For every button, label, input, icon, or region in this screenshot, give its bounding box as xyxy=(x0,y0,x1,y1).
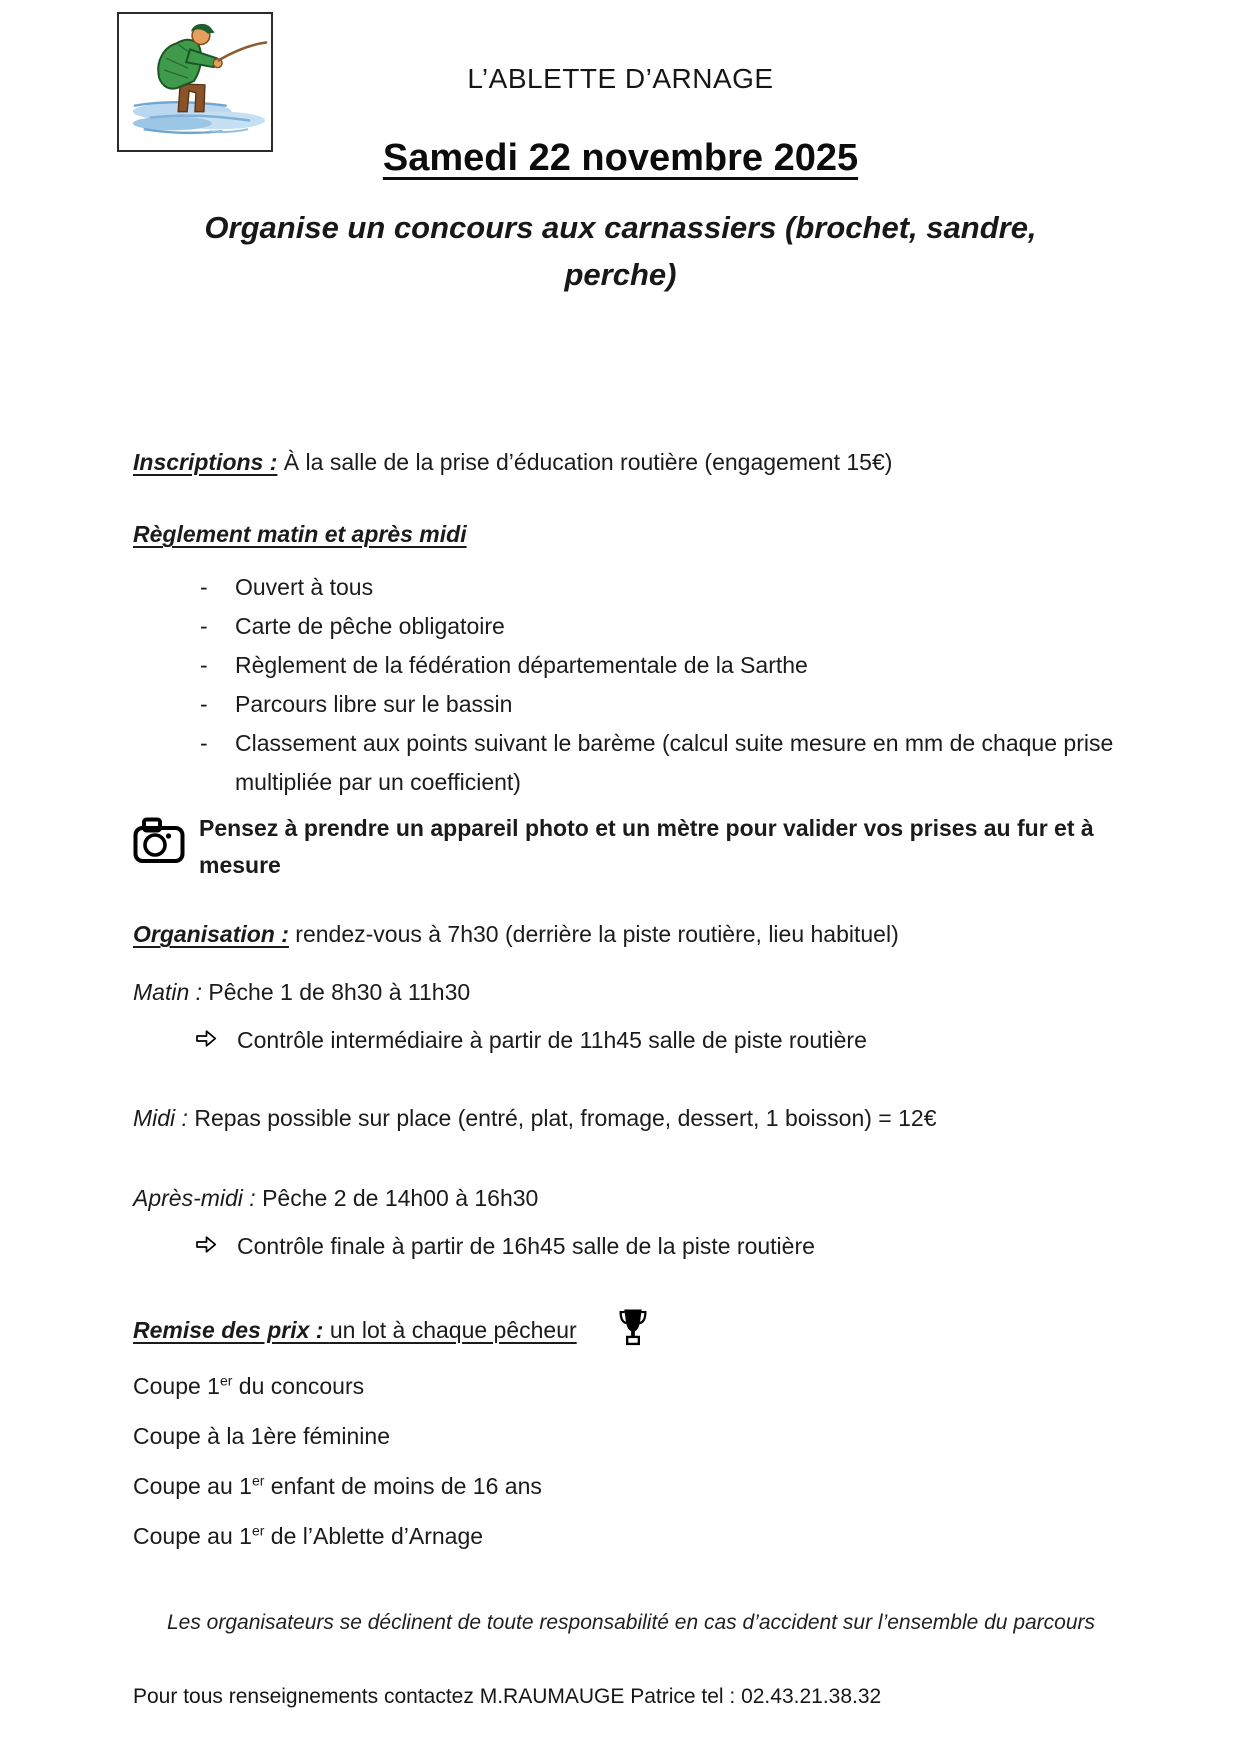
bullet-dash: - xyxy=(200,613,208,639)
bullet-dash: - xyxy=(200,730,208,756)
trophy-icon xyxy=(619,1308,647,1351)
disclaimer-text: Les organisateurs se déclinent de toute responsabilité en cas d’accident sur l’ensemble du parcours xyxy=(166,1611,1096,1634)
coupe-line: Coupe 1er du concours xyxy=(133,1372,365,1399)
subtitle-line-2: perche) xyxy=(564,257,677,292)
remise-text: un lot à chaque pêcheur xyxy=(329,1317,577,1343)
fisherman-fishing-clipart-icon xyxy=(121,14,269,151)
apres-midi-note-text: Contrôle finale à partir de 16h45 salle de la piste routière xyxy=(237,1233,815,1259)
apres-midi-control-note xyxy=(133,1230,1129,1262)
apres-midi-label: Après-midi : xyxy=(133,1185,256,1211)
remise-paragraph xyxy=(133,1314,1129,1351)
reglement-heading: Règlement matin et après midi xyxy=(133,521,467,547)
event-subtitle xyxy=(0,204,1241,298)
list-item: - Parcours libre sur le bassin xyxy=(133,685,1129,724)
inscriptions-label: Inscriptions : xyxy=(133,449,278,475)
list-item: - Classement aux points suivant le barème (calcul suite mesure en mm de chaque prise multipliée par un coefficient) xyxy=(133,724,1129,802)
coupe-line: Coupe au 1er de l’Ablette d’Arnage xyxy=(133,1522,484,1549)
coupe-line: Coupe au 1er enfant de moins de 16 ans xyxy=(133,1472,542,1499)
apres-midi-paragraph xyxy=(133,1182,1129,1214)
midi-paragraph xyxy=(133,1102,1129,1134)
rightwards-white-arrow-icon xyxy=(195,1024,217,1056)
matin-text: Pêche 1 de 8h30 à 11h30 xyxy=(208,979,471,1005)
organisation-text: rendez-vous à 7h30 (derrière la piste routière, lieu habituel) xyxy=(295,921,899,947)
matin-note-text: Contrôle intermédiaire à partir de 11h45 salle de piste routière xyxy=(237,1027,867,1053)
midi-label: Midi : xyxy=(133,1105,188,1131)
ordinal-superscript: er xyxy=(251,1472,265,1489)
ordinal-superscript: er xyxy=(251,1522,265,1539)
bullet-dash: - xyxy=(200,574,208,600)
matin-paragraph xyxy=(133,976,1129,1008)
apres-midi-text: Pêche 2 de 14h00 à 16h30 xyxy=(262,1185,539,1211)
logo-frame xyxy=(117,12,273,152)
rightwards-white-arrow-icon xyxy=(195,1230,217,1262)
ordinal-superscript: er xyxy=(219,1372,233,1389)
event-date-title: Samedi 22 novembre 2025 xyxy=(382,137,859,179)
matin-label: Matin : xyxy=(133,979,203,1005)
camera-icon xyxy=(133,816,185,869)
bullet-dash: - xyxy=(200,652,208,678)
bullet-dash: - xyxy=(200,691,208,717)
subtitle-line-1: Organise un concours aux carnassiers (brochet, sandre, xyxy=(204,210,1037,245)
photo-note xyxy=(133,810,1129,884)
organisation-label: Organisation : xyxy=(133,921,289,947)
list-item: - Carte de pêche obligatoire xyxy=(133,607,1129,646)
remise-label: Remise des prix : xyxy=(133,1317,324,1343)
contact-info: Pour tous renseignements contactez M.RAUMAUGE Patrice tel : 02.43.21.38.32 xyxy=(133,1685,882,1708)
inscriptions-text: À la salle de la prise d’éducation routière (engagement 15€) xyxy=(283,449,893,475)
midi-text: Repas possible sur place (entré, plat, fromage, dessert, 1 boisson) = 12€ xyxy=(194,1105,937,1131)
photo-note-text: Pensez à prendre un appareil photo et un mètre pour valider vos prises au fur et à mesure xyxy=(199,815,1094,878)
coupe-line: Coupe à la 1ère féminine xyxy=(133,1423,390,1449)
list-item: - Ouvert à tous xyxy=(133,568,1129,607)
list-item: - Règlement de la fédération départementale de la Sarthe xyxy=(133,646,1129,685)
club-name-title: L’ABLETTE D’ARNAGE xyxy=(467,63,774,94)
organisation-paragraph xyxy=(133,918,1129,950)
inscriptions-paragraph xyxy=(133,446,1129,478)
reglement-list xyxy=(133,568,1129,802)
matin-control-note xyxy=(133,1024,1129,1056)
